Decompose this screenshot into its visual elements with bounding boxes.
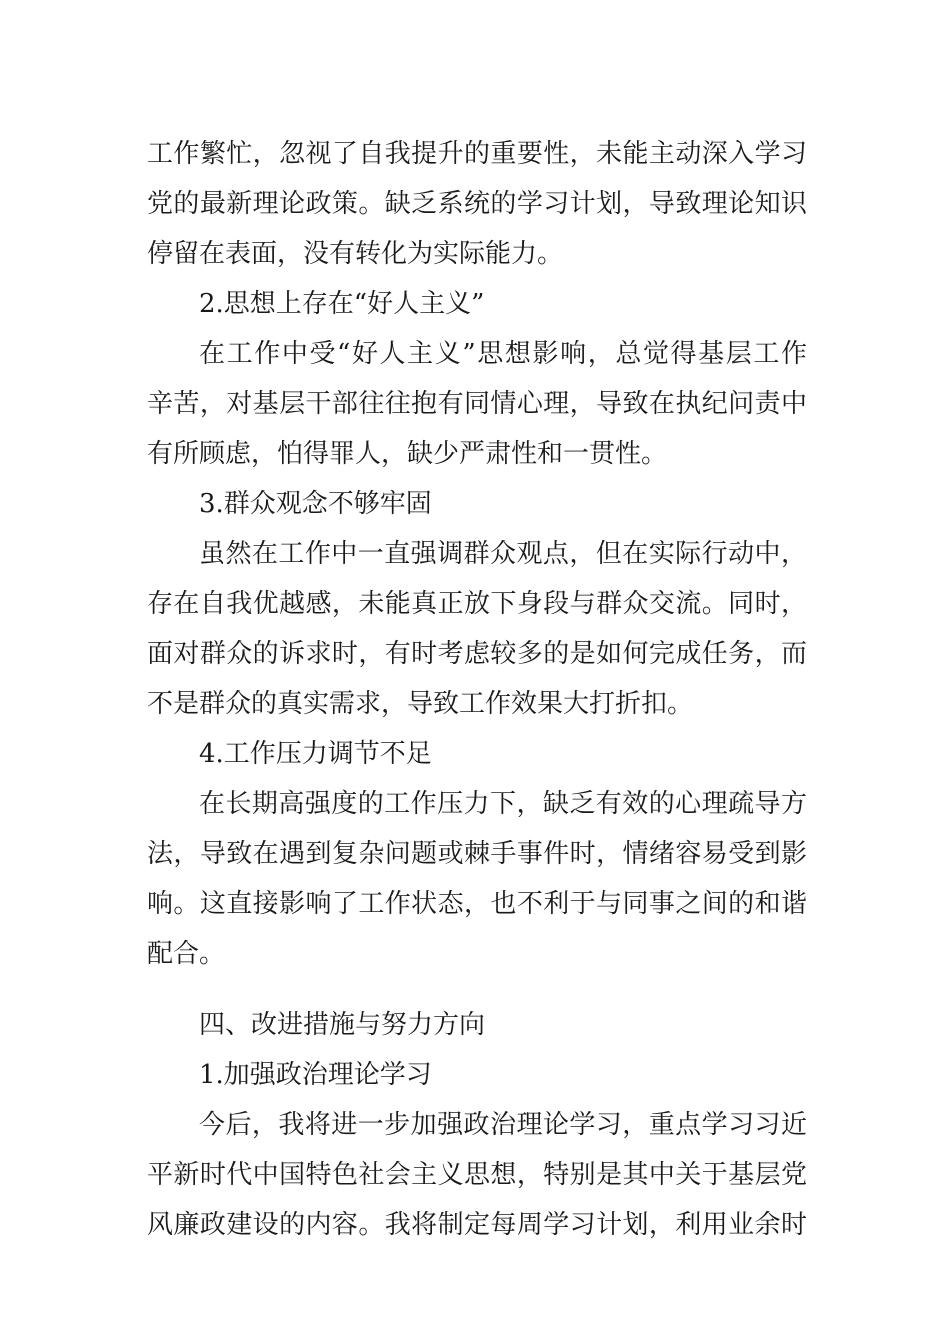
- document-text: [147, 129, 807, 1250]
- section-heading: 1.加强政治理论学习: [199, 1060, 432, 1090]
- paragraph-line: 党的最新理论政策。缺乏系统的学习计划，导致理论知识: [147, 189, 807, 219]
- paragraph-line: 虽然在工作中一直强调群众观点，但在实际行动中，: [199, 539, 807, 569]
- paragraph-line: 辛苦，对基层干部往往抱有同情心理，导致在执纪问责中: [147, 389, 807, 419]
- paragraph-line: 配合。: [147, 939, 226, 969]
- paragraph-line: 有所顾虑，怕得罪人，缺少严肃性和一贯性。: [147, 439, 668, 469]
- paragraph-line: 工作繁忙，忽视了自我提升的重要性，未能主动深入学习: [147, 139, 807, 169]
- section-heading: 2.思想上存在“好人主义”: [199, 289, 485, 319]
- paragraph-line: 在长期高强度的工作压力下，缺乏有效的心理疏导方: [199, 789, 807, 819]
- paragraph-line: 今后，我将进一步加强政治理论学习，重点学习习近: [199, 1110, 807, 1140]
- section-heading: 3.群众观念不够牢固: [199, 489, 432, 519]
- paragraph-line: 风廉政建设的内容。我将制定每周学习计划，利用业余时: [147, 1210, 807, 1240]
- chapter-heading: 四、改进措施与努力方向: [199, 1010, 486, 1040]
- paragraph-line: 停留在表面，没有转化为实际能力。: [147, 239, 564, 269]
- paragraph-line: 法，导致在遇到复杂问题或棘手事件时，情绪容易受到影: [147, 839, 807, 869]
- paragraph-line: 在工作中受“好人主义”思想影响，总觉得基层工作: [199, 339, 807, 369]
- paragraph-line: 响。这直接影响了工作状态，也不利于与同事之间的和谐: [147, 889, 807, 919]
- paragraph-line: 存在自我优越感，未能真正放下身段与群众交流。同时，: [147, 589, 807, 619]
- paragraph-line: 面对群众的诉求时，有时考虑较多的是如何完成任务，而: [147, 639, 807, 669]
- section-heading: 4.工作压力调节不足: [199, 739, 432, 769]
- paragraph-line: 平新时代中国特色社会主义思想，特别是其中关于基层党: [147, 1160, 807, 1190]
- paragraph-line: 不是群众的真实需求，导致工作效果大打折扣。: [147, 689, 694, 719]
